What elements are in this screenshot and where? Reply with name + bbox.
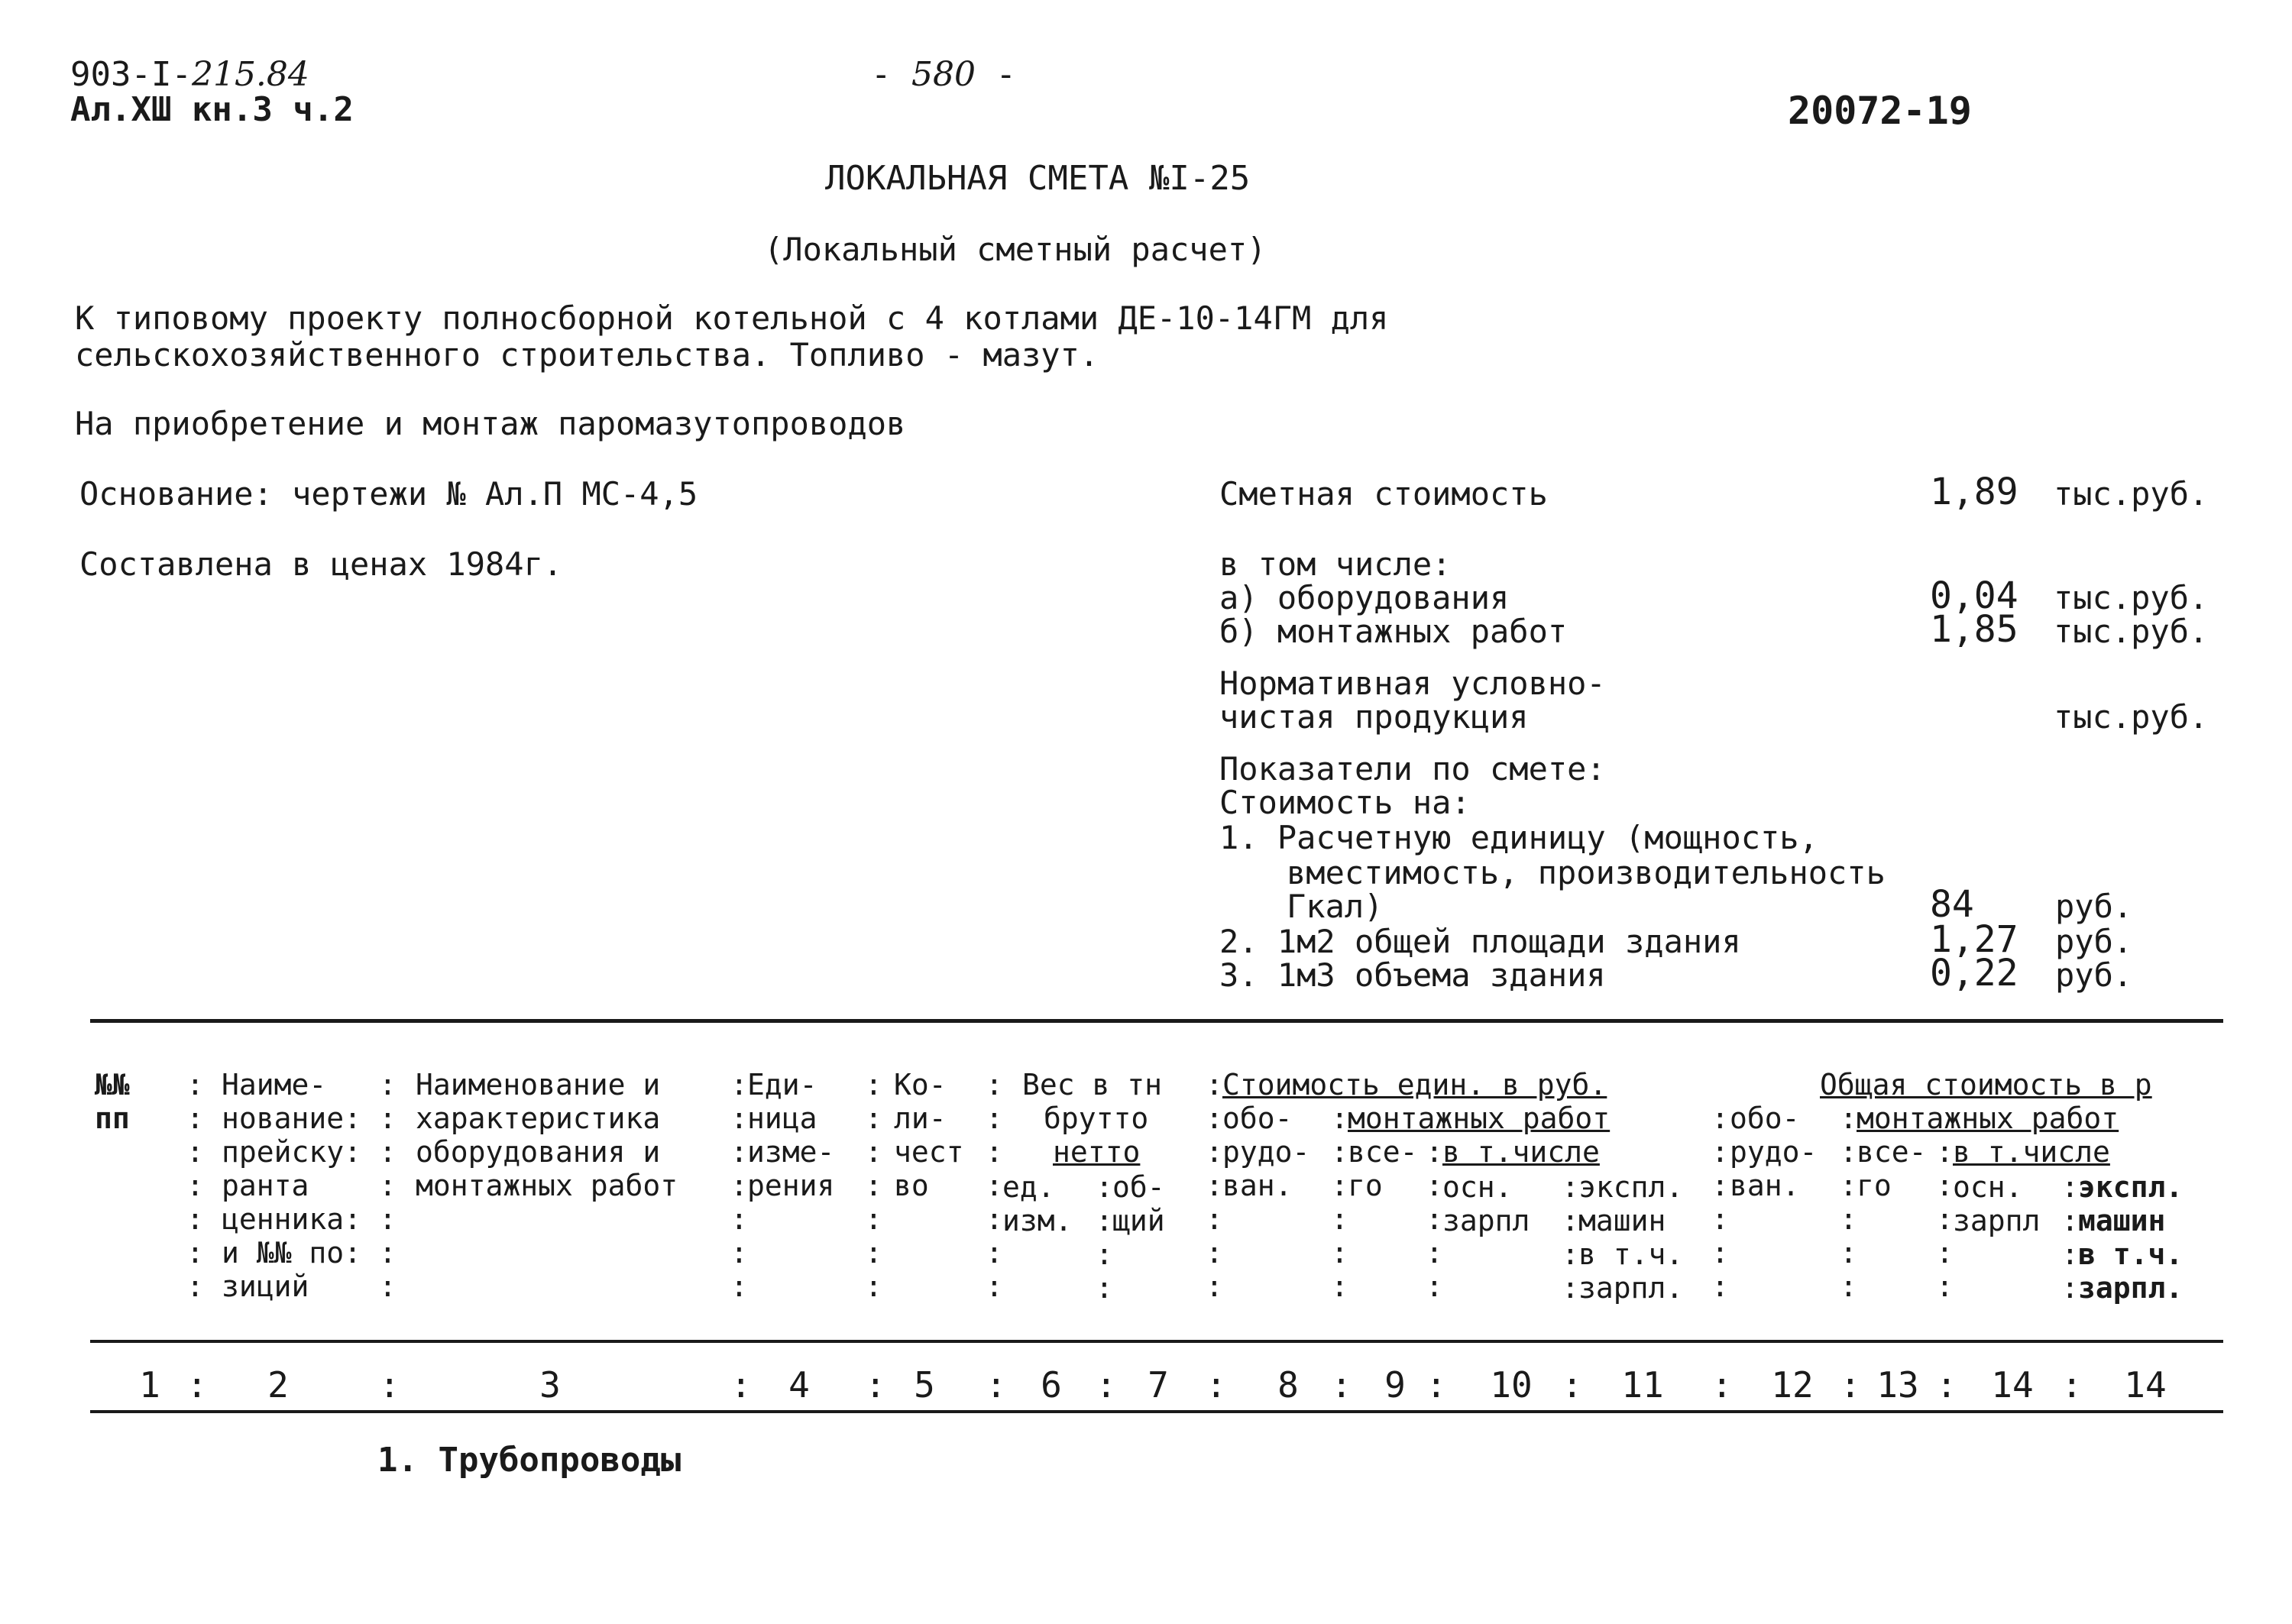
column-number-separator: : xyxy=(865,1364,886,1406)
header-unit-machines: экспл. машин в т.ч. зарпл. xyxy=(1578,1170,1684,1305)
column-number-separator: : xyxy=(1206,1364,1227,1406)
column-number: 12 xyxy=(1771,1364,1814,1406)
equipment-unit: тыс.руб. xyxy=(2054,579,2209,616)
indicator-1-value: 84 xyxy=(1930,883,1974,926)
header-weight: Вес в тн xyxy=(1022,1068,1163,1102)
column-number: 1 xyxy=(139,1364,160,1406)
col-separator: : : : : : : xyxy=(1331,1102,1348,1303)
table-top-rule xyxy=(90,1019,2223,1023)
col-separator: : : : : : : : xyxy=(730,1068,748,1303)
header-weight-total: об- щий xyxy=(1112,1170,1165,1237)
col-separator: : : : : : xyxy=(1426,1135,1443,1303)
install-unit: тыс.руб. xyxy=(2054,613,2209,650)
column-number-separator: : xyxy=(2061,1364,2083,1406)
normative-line-1: Нормативная условно- xyxy=(1219,665,1606,702)
basis-drawings: Основание: чертежи № Ал.П МС-4,5 xyxy=(79,475,698,513)
indicator-1-line-1: 1. Расчетную единицу (мощность, xyxy=(1219,819,1818,856)
purpose: На приобретение и монтаж паромазутопроводов xyxy=(75,405,906,442)
column-number: 5 xyxy=(914,1364,935,1406)
column-number-separator: : xyxy=(730,1364,752,1406)
including-label: в том числе: xyxy=(1219,545,1452,583)
header-unit-all: все- го xyxy=(1348,1135,1418,1202)
header-unit-install: монтажных работ xyxy=(1348,1102,1611,1135)
header-unit-base-wage: осн. зарпл xyxy=(1442,1170,1530,1237)
column-number-separator: : xyxy=(1840,1364,1861,1406)
column-number: 6 xyxy=(1041,1364,1062,1406)
indicators-label: Показатели по смете: xyxy=(1219,750,1606,788)
col-separator: : : : : xyxy=(1096,1170,1113,1305)
doc-code xyxy=(70,55,309,94)
column-number: 7 xyxy=(1148,1364,1169,1406)
column-number-separator: : xyxy=(986,1364,1007,1406)
col-separator: : : : : : : xyxy=(1840,1102,1857,1303)
indicator-1-line-2: вместимость, производительность xyxy=(1287,854,1886,891)
header-col-5: Ко- ли- чест во xyxy=(894,1068,964,1202)
header-weight-brutto: брутто xyxy=(1044,1102,1149,1135)
col-separator: : : : : : : : xyxy=(1206,1068,1223,1303)
column-number-separator: : xyxy=(1562,1364,1583,1406)
total-cost-value: 1,89 xyxy=(1930,471,2018,513)
doc-code-handwritten: 215.84 xyxy=(191,55,309,94)
page-dash-left: - xyxy=(871,55,892,94)
col-separator: : : : : : : : xyxy=(865,1068,882,1303)
column-number: 9 xyxy=(1384,1364,1406,1406)
page-dash-right: - xyxy=(995,55,1016,94)
column-number: 3 xyxy=(539,1364,561,1406)
indicator-3-value: 0,22 xyxy=(1930,952,2018,995)
header-weight-unit: ед. изм. xyxy=(1002,1170,1073,1237)
section-title: 1. Трубопроводы xyxy=(377,1441,681,1480)
col-separator: : : : : xyxy=(1562,1170,1579,1305)
column-number: 8 xyxy=(1277,1364,1299,1406)
header-total-cost: Общая стоимость в р xyxy=(1820,1068,2152,1102)
cost-on-label: Стоимость на: xyxy=(1219,784,1471,821)
header-total-incl: в т.числе xyxy=(1953,1135,2110,1169)
project-line-1: К типовому проекту полносборной котельной с 4 котлами ДЕ-10-14ГМ для xyxy=(75,299,1389,337)
header-total-all: все- го xyxy=(1857,1135,1927,1202)
doc-title: ЛОКАЛЬНАЯ СМЕТА №I-25 xyxy=(825,159,1251,198)
doc-subtitle: (Локальный сметный расчет) xyxy=(764,231,1267,268)
basis-prices: Составлена в ценах 1984г. xyxy=(79,545,563,583)
header-total-equip: обо- рудо- ван. xyxy=(1730,1102,1818,1202)
column-number-separator: : xyxy=(379,1364,400,1406)
column-numbers-rule xyxy=(90,1410,2223,1413)
column-number: 4 xyxy=(788,1364,810,1406)
indicator-1-line-3: Гкал) xyxy=(1287,888,1384,925)
archive-number: 20072-19 xyxy=(1788,89,1972,133)
column-number-separator: : xyxy=(1711,1364,1733,1406)
column-number: 11 xyxy=(1621,1364,1664,1406)
total-cost-unit: тыс.руб. xyxy=(2054,475,2209,513)
col-separator: : : : : : : xyxy=(1711,1102,1729,1303)
page-number-value: 580 xyxy=(911,55,976,94)
header-unit-cost: Стоимость един. в руб. xyxy=(1222,1068,1607,1102)
indicator-3-unit: руб. xyxy=(2055,956,2133,994)
column-number: 10 xyxy=(1490,1364,1533,1406)
column-number-separator: : xyxy=(186,1364,208,1406)
header-total-install: монтажных работ xyxy=(1857,1102,2119,1135)
header-col-4: Еди- ница изме- рения xyxy=(747,1068,835,1202)
install-label: б) монтажных работ xyxy=(1219,613,1568,650)
indicator-2-unit: руб. xyxy=(2055,923,2133,960)
total-cost-label: Сметная стоимость xyxy=(1219,475,1548,513)
header-col-2: Наиме- нование: прейску: ранта ценника: и №№ по: зиций xyxy=(222,1068,362,1303)
column-number: 14 xyxy=(1991,1364,2034,1406)
header-total-base-wage: осн. зарпл xyxy=(1953,1170,2041,1237)
table-header-bottom-rule xyxy=(90,1340,2223,1343)
indicator-2-value: 1,27 xyxy=(1930,918,2018,961)
normative-unit: тыс.руб. xyxy=(2054,698,2209,736)
indicator-3-label: 3. 1м3 объема здания xyxy=(1219,956,1606,994)
install-value: 1,85 xyxy=(1930,608,2018,651)
normative-line-2: чистая продукция xyxy=(1219,698,1529,736)
equipment-label: а) оборудования xyxy=(1219,579,1510,616)
indicator-2-label: 2. 1м2 общей площади здания xyxy=(1219,923,1741,960)
header-weight-netto: нетто xyxy=(1053,1135,1141,1169)
header-col-3: Наименование и характеристика оборудования и монтажных работ xyxy=(416,1068,678,1202)
col-separator: : : : : : xyxy=(1936,1135,1954,1303)
project-line-2: сельскохозяйственного строительства. Топливо - мазут. xyxy=(75,336,1099,374)
column-number: 13 xyxy=(1876,1364,1919,1406)
column-number-separator: : xyxy=(1331,1364,1352,1406)
column-number-separator: : xyxy=(1096,1364,1117,1406)
column-number-separator: : xyxy=(1426,1364,1447,1406)
column-number: 2 xyxy=(267,1364,289,1406)
col-separator: : : : : xyxy=(2061,1170,2079,1305)
volume-label: Ал.XШ кн.3 ч.2 xyxy=(70,90,354,129)
header-unit-incl: в т.числе xyxy=(1442,1135,1600,1169)
equipment-value: 0,04 xyxy=(1930,574,2018,617)
page-number xyxy=(871,55,1016,94)
header-unit-equip: обо- рудо- ван. xyxy=(1222,1102,1310,1202)
doc-code-prefix: 903-I- xyxy=(70,55,192,94)
column-number-separator: : xyxy=(1936,1364,1957,1406)
column-number: 14 xyxy=(2124,1364,2167,1406)
header-total-machines: экспл. машин в т.ч. зарпл. xyxy=(2078,1170,2184,1305)
col-separator: : : : : : : : xyxy=(186,1068,204,1303)
indicator-1-unit: руб. xyxy=(2055,888,2133,925)
col-separator: : : : : : : : xyxy=(379,1068,397,1303)
header-col-1: №№ пп xyxy=(95,1068,130,1135)
col-separator: : : : : : : : xyxy=(986,1068,1003,1303)
